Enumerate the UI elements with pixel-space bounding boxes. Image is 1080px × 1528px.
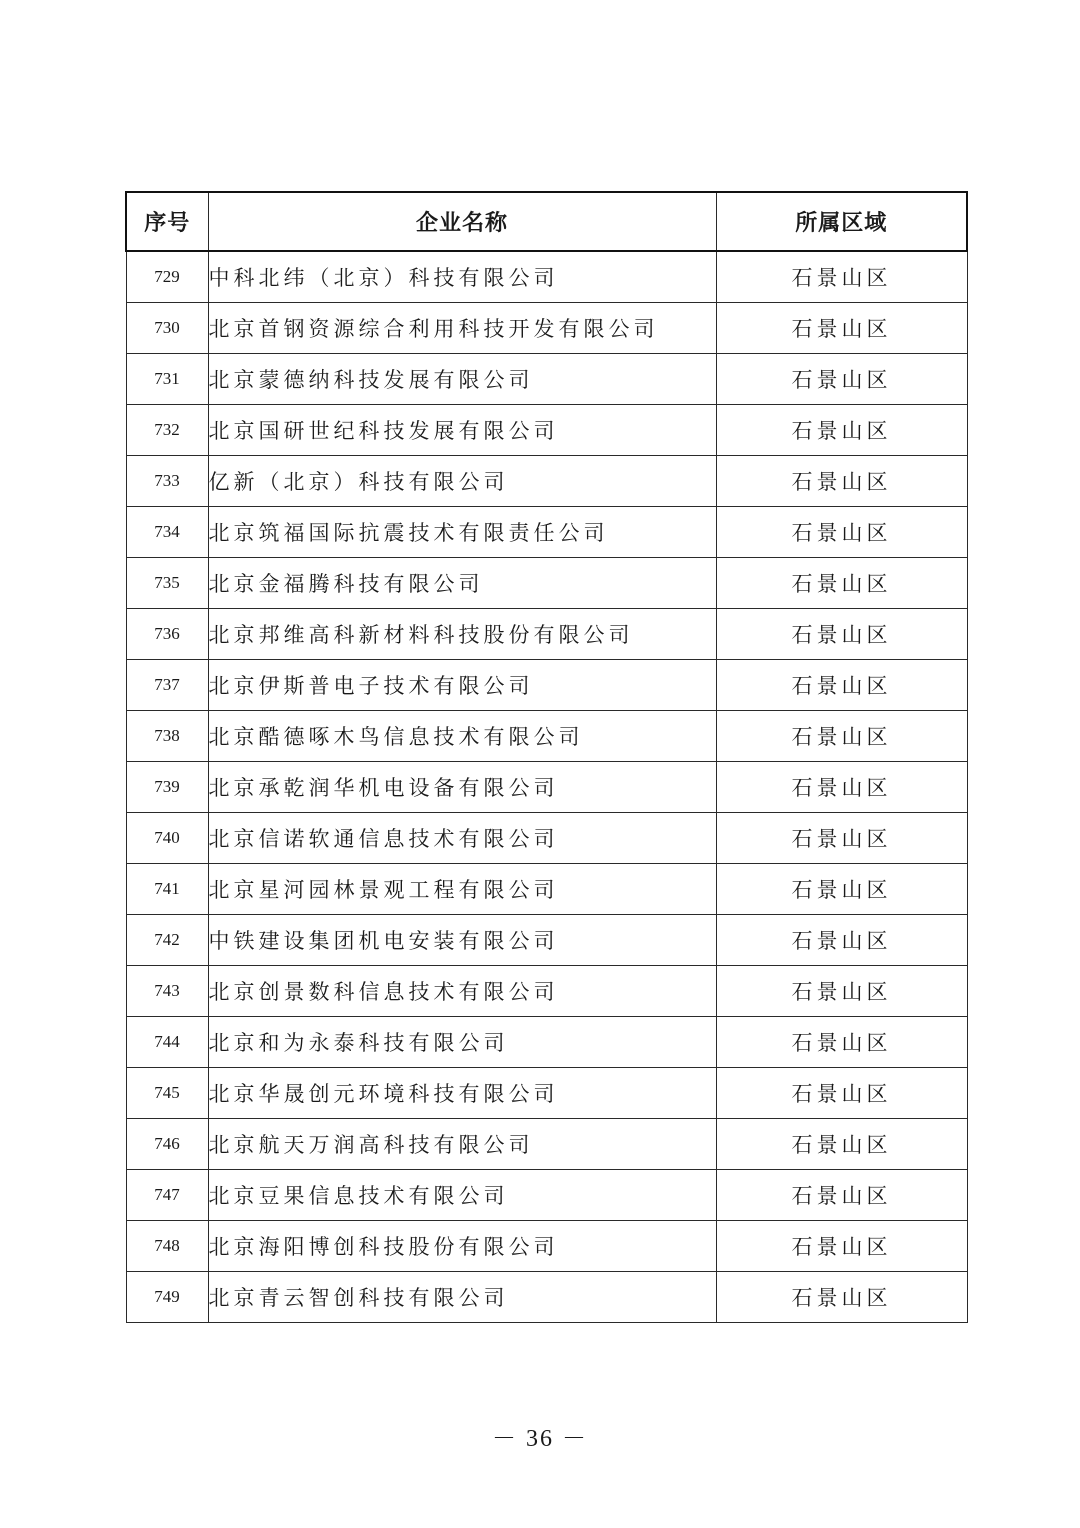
company-name-cell: 北京蒙德纳科技发展有限公司 (208, 353, 716, 404)
serial-number-cell: 746 (126, 1118, 208, 1169)
serial-number-cell: 729 (126, 251, 208, 302)
serial-number-cell: 738 (126, 710, 208, 761)
district-cell: 石景山区 (716, 353, 967, 404)
company-name-cell: 北京国研世纪科技发展有限公司 (208, 404, 716, 455)
enterprise-table (125, 191, 968, 1323)
serial-number-cell: 743 (126, 965, 208, 1016)
company-name-cell: 亿新（北京）科技有限公司 (208, 455, 716, 506)
district-cell: 石景山区 (716, 1169, 967, 1220)
header-serial-number: 序号 (126, 192, 208, 251)
serial-number-cell: 742 (126, 914, 208, 965)
district-cell: 石景山区 (716, 302, 967, 353)
table-row (126, 659, 967, 710)
district-cell: 石景山区 (716, 761, 967, 812)
table-row (126, 1271, 967, 1322)
company-name-cell: 北京青云智创科技有限公司 (208, 1271, 716, 1322)
company-name-cell: 北京筑福国际抗震技术有限责任公司 (208, 506, 716, 557)
serial-number-cell: 748 (126, 1220, 208, 1271)
table-row (126, 812, 967, 863)
company-name-cell: 北京海阳博创科技股份有限公司 (208, 1220, 716, 1271)
serial-number-cell: 740 (126, 812, 208, 863)
table-row (126, 506, 967, 557)
serial-number-cell: 730 (126, 302, 208, 353)
district-cell: 石景山区 (716, 1220, 967, 1271)
company-name-cell: 北京酷德啄木鸟信息技术有限公司 (208, 710, 716, 761)
table-row (126, 710, 967, 761)
serial-number-cell: 745 (126, 1067, 208, 1118)
table-row (126, 302, 967, 353)
company-name-cell: 北京首钢资源综合利用科技开发有限公司 (208, 302, 716, 353)
table-row (126, 1169, 967, 1220)
table-row (126, 251, 967, 302)
district-cell: 石景山区 (716, 608, 967, 659)
district-cell: 石景山区 (716, 812, 967, 863)
district-cell: 石景山区 (716, 1118, 967, 1169)
company-name-cell: 北京信诺软通信息技术有限公司 (208, 812, 716, 863)
company-name-cell: 北京伊斯普电子技术有限公司 (208, 659, 716, 710)
serial-number-cell: 731 (126, 353, 208, 404)
serial-number-cell: 737 (126, 659, 208, 710)
table-row (126, 965, 967, 1016)
serial-number-cell: 739 (126, 761, 208, 812)
company-name-cell: 北京邦维高科新材料科技股份有限公司 (208, 608, 716, 659)
district-cell: 石景山区 (716, 404, 967, 455)
header-district: 所属区域 (716, 192, 967, 251)
district-cell: 石景山区 (716, 659, 967, 710)
company-name-cell: 中科北纬（北京）科技有限公司 (208, 251, 716, 302)
serial-number-cell: 734 (126, 506, 208, 557)
header-company-name: 企业名称 (208, 192, 716, 251)
page-number: － 36 － (492, 1426, 588, 1452)
company-name-cell: 北京航天万润高科技有限公司 (208, 1118, 716, 1169)
serial-number-cell: 744 (126, 1016, 208, 1067)
district-cell: 石景山区 (716, 506, 967, 557)
district-cell: 石景山区 (716, 1067, 967, 1118)
table-body (126, 251, 967, 1322)
table-row (126, 1016, 967, 1067)
serial-number-cell: 741 (126, 863, 208, 914)
table-row (126, 404, 967, 455)
table-row (126, 863, 967, 914)
table-row (126, 1067, 967, 1118)
district-cell: 石景山区 (716, 557, 967, 608)
company-name-cell: 北京豆果信息技术有限公司 (208, 1169, 716, 1220)
district-cell: 石景山区 (716, 710, 967, 761)
company-name-cell: 北京华晟创元环境科技有限公司 (208, 1067, 716, 1118)
district-cell: 石景山区 (716, 251, 967, 302)
serial-number-cell: 735 (126, 557, 208, 608)
table-row (126, 1220, 967, 1271)
company-name-cell: 北京和为永泰科技有限公司 (208, 1016, 716, 1067)
table-row (126, 761, 967, 812)
table-row (126, 353, 967, 404)
company-name-cell: 北京承乾润华机电设备有限公司 (208, 761, 716, 812)
serial-number-cell: 747 (126, 1169, 208, 1220)
district-cell: 石景山区 (716, 1016, 967, 1067)
company-name-cell: 中铁建设集团机电安装有限公司 (208, 914, 716, 965)
company-name-cell: 北京星河园林景观工程有限公司 (208, 863, 716, 914)
district-cell: 石景山区 (716, 455, 967, 506)
table-row (126, 914, 967, 965)
table-row (126, 608, 967, 659)
company-name-cell: 北京创景数科信息技术有限公司 (208, 965, 716, 1016)
table-header-row (126, 192, 967, 251)
district-cell: 石景山区 (716, 1271, 967, 1322)
serial-number-cell: 736 (126, 608, 208, 659)
table-row (126, 1118, 967, 1169)
district-cell: 石景山区 (716, 863, 967, 914)
table-row (126, 455, 967, 506)
serial-number-cell: 733 (126, 455, 208, 506)
serial-number-cell: 749 (126, 1271, 208, 1322)
serial-number-cell: 732 (126, 404, 208, 455)
district-cell: 石景山区 (716, 914, 967, 965)
district-cell: 石景山区 (716, 965, 967, 1016)
table-row (126, 557, 967, 608)
company-name-cell: 北京金福腾科技有限公司 (208, 557, 716, 608)
